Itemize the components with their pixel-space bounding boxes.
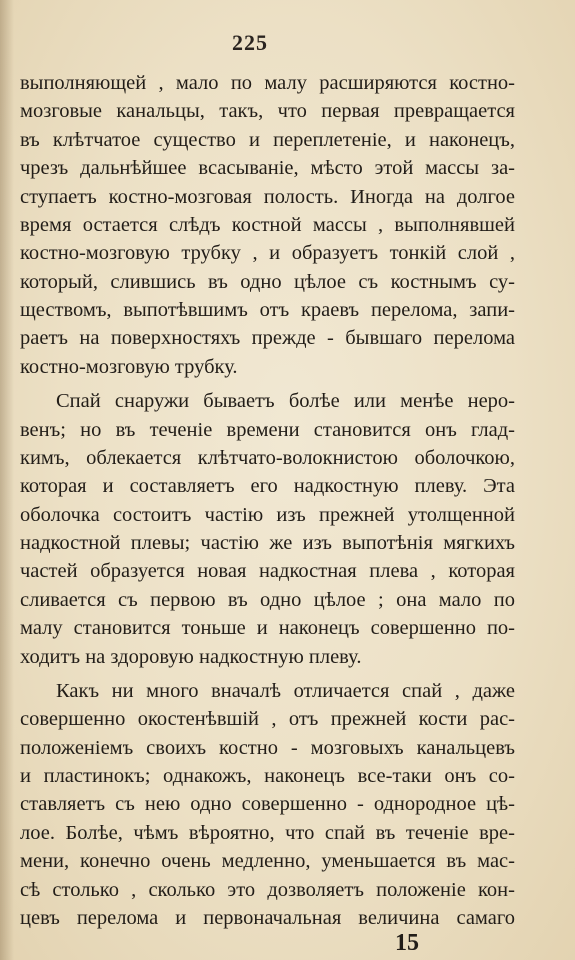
text-line: кимъ, облекается клѣтчато-волокнистою оболочкою, — [20, 447, 515, 469]
text-line: сливается съ первою въ одно цѣлое ; она мало по — [20, 589, 515, 611]
text-line: оболочка состоитъ частію изъ прежней утолщенной — [20, 504, 515, 526]
binding-shadow — [0, 0, 14, 960]
text-line: Спай снаружи бываетъ болѣе или менѣе неро- — [56, 390, 515, 412]
text-line: мозговые канальцы, такъ, что первая превращается — [20, 100, 515, 122]
text-line: надкостной плевы; частію же изъ выпотѣнія мягкихъ — [20, 532, 515, 554]
text-line: Какъ ни много вначалѣ отличается спай , даже — [56, 680, 515, 702]
text-line: время остается слѣдъ костной массы , выполнявшей — [20, 214, 515, 236]
text-line: мени, конечно очень медленно, уменьшается въ мас- — [20, 850, 515, 872]
text-line: ществомъ, выпотѣвшимъ отъ краевъ перелома, запи- — [20, 299, 515, 321]
text-line: ступаетъ костно-мозговая полость. Иногда на долгое — [20, 186, 515, 208]
text-line: ходитъ на здоровую надкостную плеву. — [20, 646, 362, 668]
text-line: ставляетъ съ нею одно совершенно - однородное цѣ- — [20, 793, 515, 815]
text-line: цевъ перелома и первоначальная величина самаго — [20, 907, 515, 929]
text-line: малу становится тоньше и наконецъ совершенно по- — [20, 617, 515, 639]
text-line: положеніемъ своихъ костно - мозговыхъ канальцевъ — [20, 737, 515, 759]
text-line: которая и составляетъ его надкостную плеву. Эта — [20, 475, 515, 497]
text-line: венъ; но въ теченіе времени становится онъ глад- — [20, 419, 515, 441]
text-line: который, слившись въ одно цѣлое съ костнымъ су- — [20, 271, 515, 293]
text-line: совершенно окостенѣвшій , отъ прежней кости рас- — [20, 708, 515, 730]
text-line: лое. Болѣе, чѣмъ вѣроятно, что спай въ теченіе вре- — [20, 822, 515, 844]
text-line: въ клѣтчатое существо и переплетеніе, и наконецъ, — [20, 129, 515, 151]
text-line: костно-мозговую трубку. — [20, 356, 238, 378]
text-line: раетъ на поверхностяхъ прежде - бывшаго перелома — [20, 327, 515, 349]
text-line: сѣ столько , сколько это дозволяетъ положеніе кон- — [20, 879, 515, 901]
text-line: частей образуется новая надкостная плева , которая — [20, 560, 515, 582]
text-line: костно-мозговую трубку , и образуетъ тонкій слой , — [20, 242, 515, 264]
text-line: и пластинокъ; однакожъ, наконецъ все-таки онъ со- — [20, 765, 515, 787]
page-number: 225 — [232, 30, 268, 55]
signature-mark: 15 — [395, 930, 419, 956]
text-line: выполняющей , мало по малу расширяются костно- — [20, 72, 515, 94]
text-line: чрезъ дальнѣйшее всасываніе, мѣсто этой массы за- — [20, 157, 515, 179]
